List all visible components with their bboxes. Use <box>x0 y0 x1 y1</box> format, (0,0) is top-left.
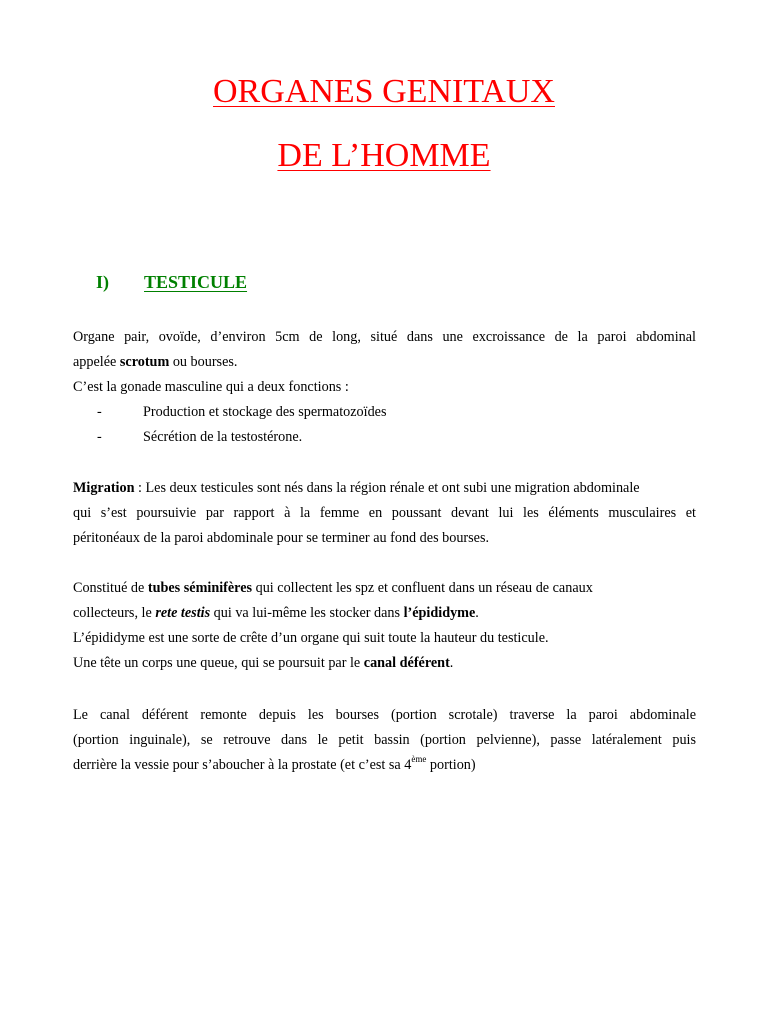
superscript-eme: ème <box>411 754 427 764</box>
migration-label: Migration <box>73 480 135 496</box>
list-item <box>73 425 696 450</box>
intro-paragraph <box>73 325 696 450</box>
title-line-1: ORGANES GENITAUX <box>213 73 555 110</box>
list-dash: - <box>97 404 102 420</box>
canal-line-2: (portion inguinale), se retrouve dans le petit bassin (portion pelvienne), passe latéralement puis <box>73 732 696 748</box>
canal-line-1: Le canal déférent remonte depuis les bourses (portion scrotale) traverse la paroi abdominale <box>73 707 696 723</box>
structure-l1-post: qui collectent les spz et confluent dans un réseau de canaux <box>252 580 593 596</box>
list-item-text: Sécrétion de la testostérone. <box>143 429 303 445</box>
canal-line-3 <box>73 753 696 778</box>
section-number: I) <box>96 272 109 292</box>
list-item <box>73 400 696 425</box>
migration-line-1-text: : Les deux testicules sont nés dans la région rénale et ont subi une migration abdominale <box>134 480 640 496</box>
migration-line-2: qui s’est poursuivie par rapport à la femme en poussant devant lui les éléments musculaires et <box>73 505 696 521</box>
intro-line-1: Organe pair, ovoïde, d’environ 5cm de long, situé dans une excroissance de la paroi abdominal <box>73 329 696 345</box>
structure-line-4 <box>73 651 696 676</box>
migration-line-1 <box>73 476 696 501</box>
structure-line-3: L’épididyme est une sorte de crête d’un organe qui suit toute la hauteur du testicule. <box>73 630 549 646</box>
migration-line-3: péritonéaux de la paroi abdominale pour se terminer au fond des bourses. <box>73 530 490 546</box>
intro-line-2-pre: appelée <box>73 354 120 370</box>
canal-line-3-post: portion) <box>426 757 476 773</box>
canal-line-3-pre: derrière la vessie pour s’aboucher à la prostate (et c’est sa 4 <box>73 757 412 773</box>
intro-line-2 <box>73 350 696 375</box>
list-dash: - <box>97 429 102 445</box>
term-rete-testis: rete testis <box>155 605 211 621</box>
section-title: TESTICULE <box>144 272 248 292</box>
structure-l4-pre: Une tête un corps une queue, qui se poursuit par le <box>73 655 364 671</box>
structure-paragraph <box>73 576 696 676</box>
structure-line-2 <box>73 601 696 626</box>
term-tubes-seminiferes: tubes séminifères <box>147 580 253 596</box>
structure-l1-pre: Constitué de <box>73 580 148 596</box>
canal-paragraph <box>73 703 696 778</box>
structure-l4-end: . <box>449 655 454 671</box>
intro-line-3: C’est la gonade masculine qui a deux fonctions : <box>73 379 349 395</box>
section-heading <box>96 270 247 294</box>
intro-line-2-post: ou bourses. <box>169 354 238 370</box>
migration-paragraph <box>73 476 696 551</box>
term-scrotum: scrotum <box>119 354 170 370</box>
structure-l2-end: . <box>475 605 479 621</box>
structure-l2-mid: qui va lui-même les stocker dans <box>210 605 404 621</box>
term-canal-deferent: canal déférent <box>363 655 450 671</box>
list-item-text: Production et stockage des spermatozoïdes <box>143 404 387 420</box>
title-line-2: DE L’HOMME <box>277 137 491 174</box>
structure-l2-pre: collecteurs, le <box>73 605 156 621</box>
structure-line-1 <box>73 576 696 601</box>
term-epididyme: l’épididyme <box>403 605 476 621</box>
